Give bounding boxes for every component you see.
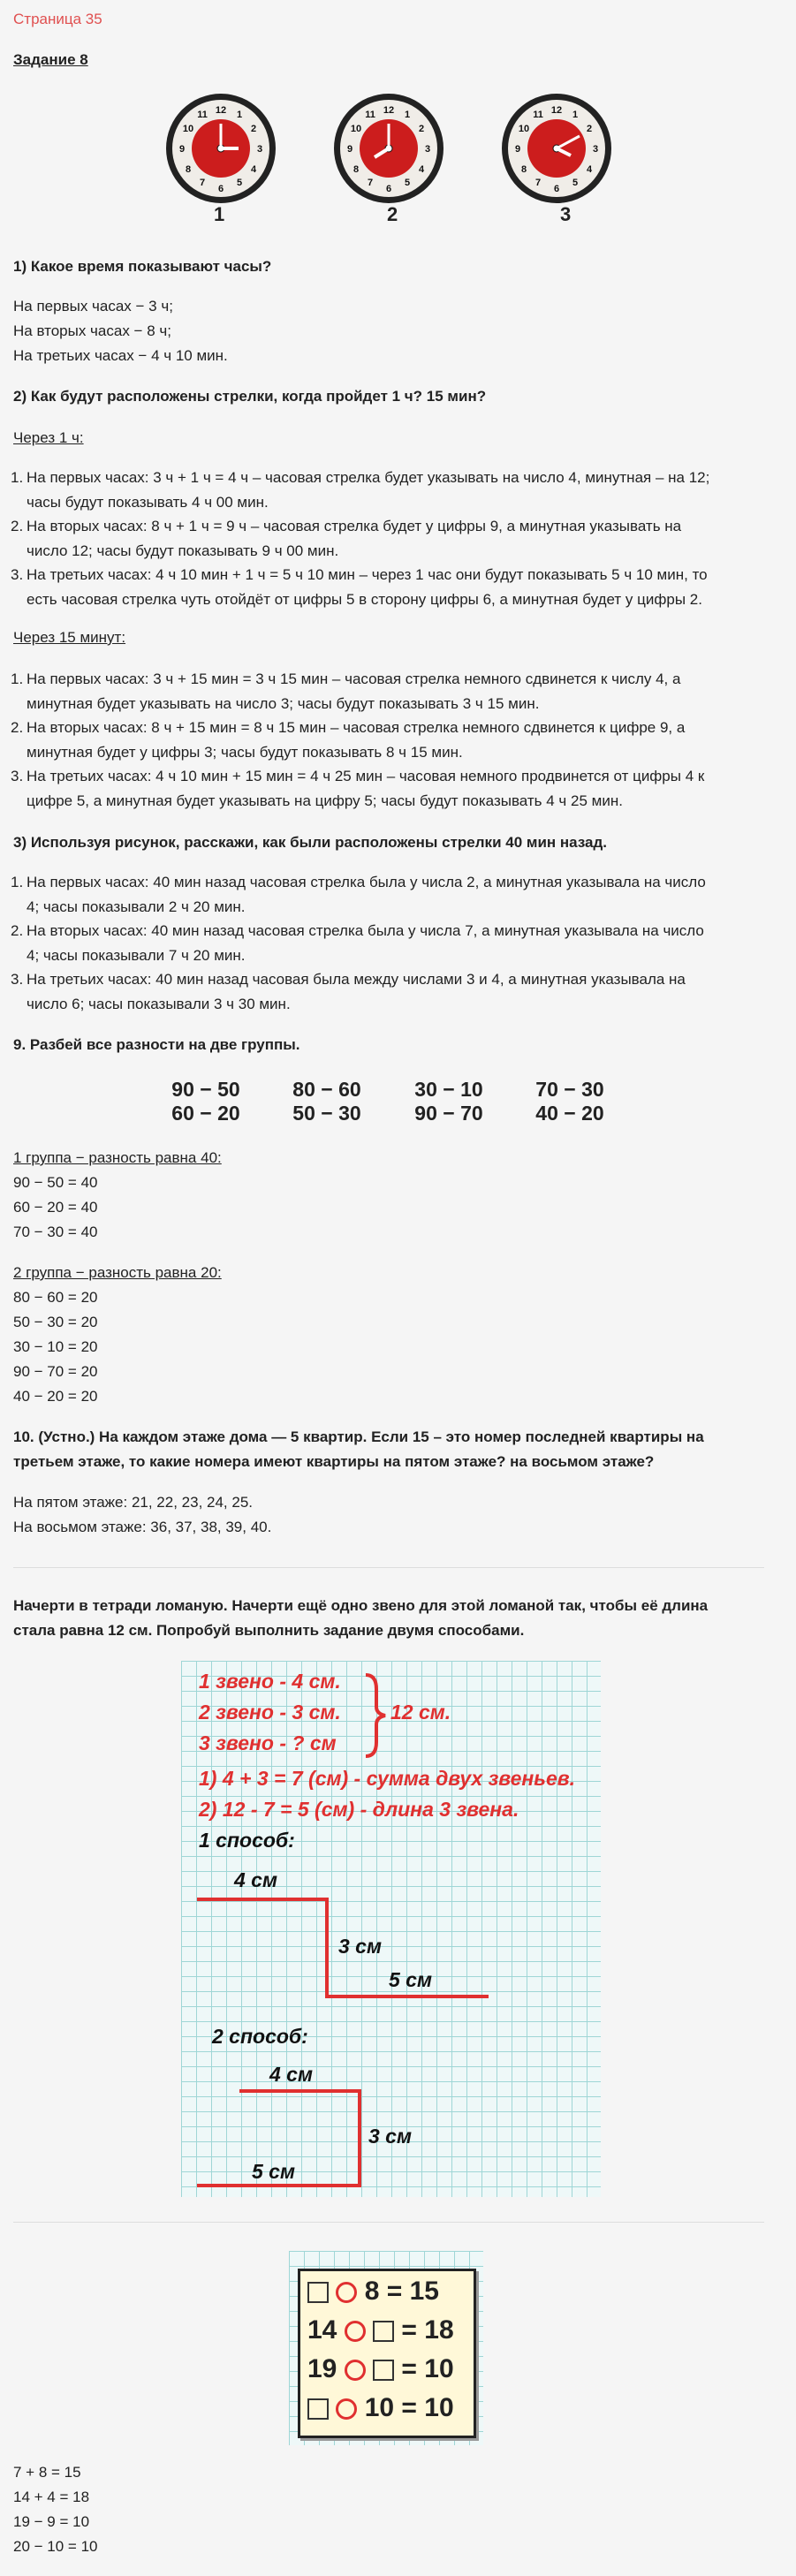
calc-step-1: 1) 4 + 3 = 7 (см) - сумма двух звеньев.	[199, 1767, 576, 1790]
q2-heading: 2) Как будут расположены стрелки, когда пройдет 1 ч? 15 мин?	[13, 388, 487, 405]
equation-answer: 7 + 8 = 15	[13, 2464, 81, 2481]
divider	[13, 2222, 764, 2223]
polylines	[181, 1661, 601, 2197]
difference-pair: 90 − 50 60 − 20	[171, 1078, 240, 1125]
q3-item: 1. На первых часах: 40 мин назад часовая стрелка была у числа 2, а минутная указывала на число 4; часы показывали 2 ч 20 мин.	[11, 874, 706, 915]
task10-heading-line2: третьем этаже, то какие номера имеют квартиры на пятом этаже? на восьмом этаже?	[13, 1453, 655, 1470]
circle-icon	[336, 2398, 357, 2420]
seg-label: 5 см	[389, 1968, 432, 1991]
clock-1	[166, 94, 276, 203]
task9-heading: 9. Разбей все разности на две группы.	[13, 1036, 300, 1053]
group1-item: 90 − 50 = 40	[13, 1174, 98, 1191]
equation-row: 10 = 10	[307, 2393, 454, 2423]
group2-label: 2 группа − разность равна 20:	[13, 1264, 222, 1281]
seg-label: 4 см	[269, 2063, 313, 2086]
grid-paper-drawing	[181, 1661, 601, 2197]
equation-answer: 19 − 9 = 10	[13, 2513, 90, 2530]
segment-line: 2 звено - 3 см.	[199, 1701, 341, 1724]
clock-label-3: 3	[560, 203, 572, 225]
total-length: 12 см.	[390, 1701, 451, 1724]
square-icon	[307, 2398, 329, 2420]
q3-heading: 3) Используя рисунок, расскажи, как были расположены стрелки 40 мин назад.	[13, 834, 608, 851]
difference-pair: 30 − 10 90 − 70	[414, 1078, 483, 1125]
page-title: Страница 35	[13, 11, 102, 27]
after-1h-item: 1. На первых часах: 3 ч + 1 ч = 4 ч – часовая стрелка будет указывать на число 4, минутная – на 12; часы будут показывать 4 ч 00 мин.	[11, 469, 710, 511]
circle-icon	[336, 2282, 357, 2303]
after-15-item: 2. На вторых часах: 8 ч + 15 мин = 8 ч 15 мин – часовая стрелка немного сдвинется к цифре 9, а минутная будет у цифры 3; часы будут показывать 8 ч 15 мин.	[11, 719, 686, 761]
after-1h-item: 3. На третьих часах: 4 ч 10 мин + 1 ч = 5 ч 10 мин – через 1 час они будут показывать 5 ч 10 мин, то есть часовая стрелка чуть отойдёт от цифры 5 в сторону цифры 6, а минутная будет у цифры 2.	[11, 566, 708, 608]
after-15-item: 3. На третьих часах: 4 ч 10 мин + 15 мин = 4 ч 25 мин – часовая немного продвинется от цифры 4 к цифре 5, а минутная будет указывать на цифру 5; часы будут показывать 4 ч 25 мин.	[11, 768, 705, 809]
equation-row: 8 = 15	[307, 2277, 439, 2307]
equation-answer: 14 + 4 = 18	[13, 2489, 90, 2505]
clock-label-2: 2	[387, 203, 398, 225]
seg-label: 5 см	[252, 2160, 295, 2183]
q1-answer-2: На вторых часах − 8 ч;	[13, 322, 171, 339]
equation-answer: 20 − 10 = 10	[13, 2538, 98, 2555]
task10-answer: На восьмом этаже: 36, 37, 38, 39, 40.	[13, 1519, 272, 1535]
after-15-label: Через 15 минут:	[13, 629, 126, 646]
clock-3	[502, 94, 611, 203]
q3-item: 2. На вторых часах: 40 мин назад часовая стрелка была у числа 7, а минутная указывала на число 4; часы показывали 7 ч 20 мин.	[11, 922, 704, 964]
seg-label: 3 см	[368, 2125, 412, 2148]
group1-item: 70 − 30 = 40	[13, 1224, 98, 1240]
task10-heading-line1: 10. (Устно.) На каждом этаже дома — 5 квартир. Если 15 – это номер последней квартиры на	[13, 1428, 704, 1445]
equations-card	[289, 2251, 483, 2445]
circle-icon	[345, 2360, 366, 2381]
segment-line: 3 звено - ? см	[199, 1731, 337, 1754]
group1-item: 60 − 20 = 40	[13, 1199, 98, 1216]
after-1h-label: Через 1 ч:	[13, 429, 84, 446]
q1-heading: 1) Какое время показывают часы?	[13, 258, 272, 275]
seg-label: 4 см	[234, 1868, 277, 1891]
q1-answer-1: На первых часах − 3 ч;	[13, 298, 173, 314]
equation-row: 14 = 18	[307, 2315, 454, 2345]
group2-item: 40 − 20 = 20	[13, 1388, 98, 1405]
segment-line: 1 звено - 4 см.	[199, 1670, 341, 1693]
after-15-item: 1. На первых часах: 3 ч + 15 мин = 3 ч 15 мин – часовая стрелка немного сдвинется к числу 4, а минутная будет указывать на число 3; часы будут показывать 3 ч 15 мин.	[11, 671, 681, 712]
clock-2	[334, 94, 443, 203]
q3-item: 3. На третьих часах: 40 мин назад часовая была между числами 3 и 4, а минутная указывала на число 6; часы показывали 3 ч 30 мин.	[11, 971, 686, 1012]
polyline-heading-line1: Начерти в тетради ломаную. Начерти ещё одно звено для этой ломаной так, чтобы её длина	[13, 1597, 709, 1614]
task8-heading: Задание 8	[13, 51, 88, 68]
square-icon	[373, 2360, 394, 2381]
square-icon	[373, 2321, 394, 2342]
group2-item: 90 − 70 = 20	[13, 1363, 98, 1380]
calc-step-2: 2) 12 - 7 = 5 (см) - длина 3 звена.	[199, 1798, 519, 1821]
polyline-heading-line2: стала равна 12 см. Попробуй выполнить задание двумя способами.	[13, 1622, 525, 1639]
seg-label: 3 см	[338, 1935, 382, 1958]
divider	[13, 1567, 764, 1568]
equation-row: 19 = 10	[307, 2354, 454, 2383]
group2-item: 80 − 60 = 20	[13, 1289, 98, 1306]
group2-item: 50 − 30 = 20	[13, 1314, 98, 1330]
square-icon	[307, 2282, 329, 2303]
circle-icon	[345, 2321, 366, 2342]
difference-pair: 80 − 60 50 − 30	[292, 1078, 361, 1125]
equations-panel	[298, 2269, 476, 2438]
group2-item: 30 − 10 = 20	[13, 1338, 98, 1355]
after-1h-item: 2. На вторых часах: 8 ч + 1 ч = 9 ч – часовая стрелка будет у цифры 9, а минутная указывать на число 12; часы будут показывать 9 ч 00 мин.	[11, 518, 682, 559]
way1-label: 1 способ:	[199, 1829, 295, 1852]
group1-label: 1 группа − разность равна 40:	[13, 1149, 222, 1166]
way2-label: 2 способ:	[212, 2025, 308, 2048]
clock-label-1: 1	[214, 203, 225, 225]
q1-answer-3: На третьих часах − 4 ч 10 мин.	[13, 347, 228, 364]
task10-answer: На пятом этаже: 21, 22, 23, 24, 25.	[13, 1494, 254, 1511]
clocks-illustration: 12 1 2 3 6 7 8 9 10 11	[159, 88, 618, 230]
difference-pair: 70 − 30 40 − 20	[535, 1078, 604, 1125]
